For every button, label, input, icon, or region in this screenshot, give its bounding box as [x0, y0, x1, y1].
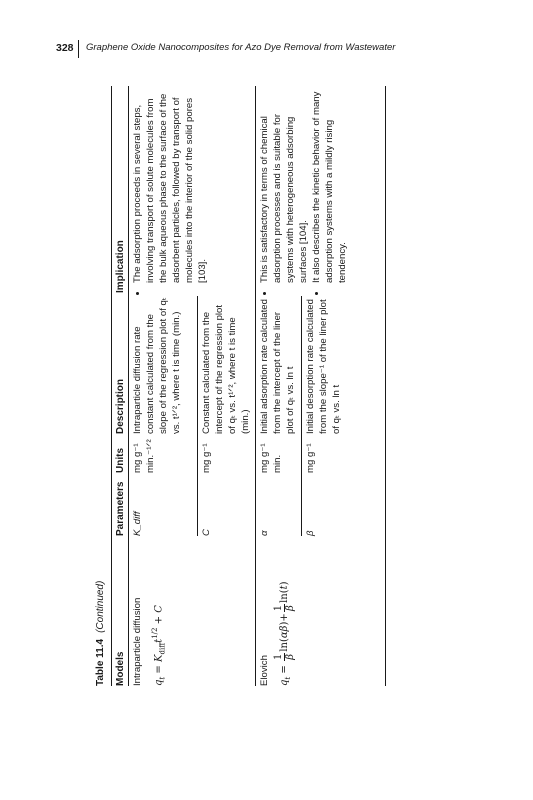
parameter-unit: mg g⁻¹ — [132, 443, 143, 473]
model-name: Elovich — [259, 655, 270, 686]
book-title: Graphene Oxide Nanocomposites for Azo Dye Removal from Wastewater — [86, 42, 396, 53]
parameter-unit-2: min. — [272, 454, 283, 473]
table-top-rule — [111, 86, 112, 686]
parameter-unit-2: min.⁻¹ᐟ² — [145, 439, 156, 473]
header-units: Units — [115, 448, 126, 473]
implication-item: • The adsorption proceeds in several steps, involving transport of solute molecules from the bulk aqueous phase to the surface of the adsorbent particles, followed by transport of molecules into the interior of the solid pores [103]. — [131, 86, 209, 283]
page-number: 328 — [56, 42, 74, 54]
model-equation: $q_t = K_{diff}t^{1/2} + C$ — [151, 605, 167, 686]
running-head — [56, 40, 486, 60]
implication-item: • It also describes the kinetic behavior of many adsorption systems with a mildly rising tendency. — [310, 86, 349, 283]
parameter-unit: mg g⁻¹ — [201, 443, 212, 473]
parameter-symbol: C — [201, 529, 212, 536]
header-description: Description — [115, 378, 126, 434]
model-name: Intraparticle diffusion — [132, 597, 143, 686]
table-bottom-rule — [385, 86, 386, 686]
model-implication — [131, 86, 209, 293]
header-implication: Implication — [115, 240, 126, 293]
running-head-divider — [78, 40, 79, 58]
parameter-unit: mg g⁻¹ — [259, 443, 270, 473]
parameter-description: Intraparticle diffusion rate constant calculated from the slope of the regression plot of qₜ vs. t¹ᐟ², where t is time (min.) — [132, 297, 182, 434]
parameter-description: Initial desorption rate calculated from the slope⁻¹ of the liner plot of qₜ vs. ln t — [305, 299, 342, 434]
parameter-symbol: β — [305, 530, 316, 536]
row-divider — [197, 296, 198, 536]
table-caption — [95, 581, 106, 686]
model-implication — [258, 86, 349, 293]
parameter-description: Initial adsorption rate calculated from the intercept of the liner plot of qₜ vs. ln t — [259, 299, 296, 434]
section-rule — [255, 86, 256, 686]
parameter-unit: mg g⁻¹ — [305, 443, 316, 473]
row-divider — [301, 296, 302, 536]
parameter-symbol: K_diff — [132, 511, 143, 536]
header-models: Models — [115, 651, 126, 686]
header-parameters: Parameters — [115, 481, 126, 536]
header-rule — [128, 86, 129, 686]
parameter-description: Constant calculated from the intercept of the regression plot of qₜ vs. t¹ᐟ², where t is time (min.) — [201, 304, 251, 434]
implication-item: • This is satisfactory in terms of chemical adsorption processes and is suitable for systems with heterogeneous adsorbing surfaces [104]. — [258, 86, 310, 283]
parameter-symbol: α — [259, 530, 270, 536]
rotated-table — [95, 86, 400, 686]
model-equation: $q_t$ = 1 β ln(αβ)+ 1 β ln(t) — [273, 581, 296, 686]
table-caption-continued: (Continued) — [95, 580, 106, 633]
table-caption-label: Table 11.4 — [95, 638, 106, 686]
